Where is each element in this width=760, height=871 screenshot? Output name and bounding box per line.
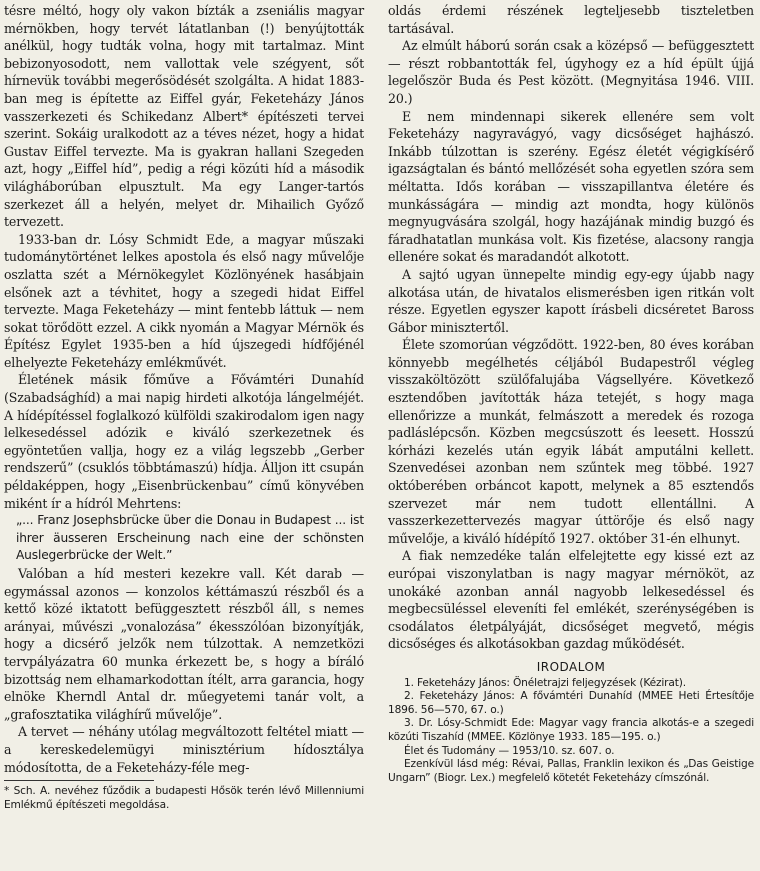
reference-1: 1. Feketeházy János: Önéletrajzi feljegyzések (Kézirat). (404, 676, 686, 689)
right-paragraph-4: A sajtó ugyan ünnepelte mindig egy-egy újabb nagy alkotása után, de hivatalos elismerésben igen ritkán volt része. Egyetlen egyszer kapott írásbeli dicséretet Baross Gábor minisztertől. (388, 266, 754, 335)
reference-3: 3. Dr. Lósy-Schmidt Ede: Magyar vagy francia alkotás-e a szegedi közúti Tiszahíd (MMEE. Közlönye 1933. 185—195. o.) (388, 717, 754, 743)
footnote: * Sch. A. nevéhez fűződik a budapesti Hősök terén lévő Millenniumi Emlékmű építészeti megoldása. (4, 785, 364, 812)
right-paragraph-5: Élete szomorúan végződött. 1922-ben, 80 éves korában könnyebb megélhetés céljából Budapestről végleg visszaköltözött szülőfalujába Vágsellyére. Következő esztendőben javították háza tetejét, s hogy maga ellenőrizze a munkát, felmászott a meredek és rozoga padláslépcsőn. Közben megcsúszott és leesett. Hosszú kórházi kezelés után egyik lábát amputálni kellett. Szenvedései azonban nem szűntek meg többé. 1927 októberében orbáncot kapott, melynek a 85 esztendős szervezet már nem tudott ellentállni. A vasszerkezettervezés magyar úttörője és első nagy művelője, a kiváló hídépítő 1927. október 31-én elhunyt. (388, 337, 754, 546)
reference-5: Ezenkívül lásd még: Révai, Pallas, Franklin lexikon és „Das Geistige Ungarn” (Biogr. Lex.) megfelelő kötetét Feketeházy címszónál. (388, 758, 754, 784)
left-paragraph-4: Valóban a híd mesteri kezekre vall. Két darab — egymással azonos — konzolos kéttámaszú részből és a kettő közé iktatott befüggesztett részből áll, s nemes arányai, művészi „vonalozása” ékesszólóan bizonyítják, hogy a dicsérő jelzők nem túlzottak. A nemzetközi tervpályázatra 60 munka érkezett be, s hogy a bíráló bizottság nem elhamarkodottan ítélt, arra garancia, hogy elnöke Kherndl Antal dr. műegyetemi tanár volt, a „grafosztatika világhírű művelője”. (4, 566, 364, 722)
left-paragraph-3: Életének másik főműve a Fővámtéri Dunahíd (Szabadsághíd) a mai napig hirdeti alkotója lángelméjét. A hídépítéssel foglalkozó külföldi szakirodalom igen nagy lelkesedéssel adózik e kiváló szerkezetnek és egyöntetűen vallja, hogy ez a világ legszebb „Gerber rendszerű” (csuklós többtámaszú) hídja. Álljon itt csupán példaképpen, hogy „Eisenbrückenbau” című könyvében miként ír a hídról Mehrtens: (4, 372, 364, 511)
right-column (388, 2, 754, 785)
right-paragraph-2: Az elmúlt háború során csak a középső — befüggesztett — részt robbantották fel, úgyhogy ez a híd épült újjá legelőször Buda és Pest között. (Megnyitása 1946. VIII. 20.) (388, 38, 754, 106)
references-heading: IRODALOM (536, 659, 606, 674)
left-paragraph-5: A tervet — néhány utólag megváltozott feltétel miatt — a kereskedelemügyi minisztérium hídosztálya módosította, de a Feketeházy-féle meg- (4, 724, 364, 775)
left-column (4, 2, 364, 812)
right-paragraph-1: oldás érdemi részének legteljesebb tiszteletben tartásával. (388, 3, 754, 36)
german-quote: „... Franz Josephsbrücke über die Donau in Budapest ... ist ihrer äusseren Erscheinung nach eine der schönsten Auslegerbrücke der Welt.” (16, 513, 364, 563)
reference-4: Élet és Tudomány — 1953/10. sz. 607. o. (404, 744, 615, 757)
reference-2: 2. Feketeházy János: A fővámtéri Dunahíd (MMEE Heti Értesítője 1896. 56—570, 67. o.) (388, 690, 754, 716)
left-paragraph-1: tésre méltó, hogy oly vakon bízták a zseniális magyar mérnökben, hogy tervét látatlanban (!) benyújtották anélkül, hogy tudták volna, hogy mit tartalmaz. Mint bebizonyosodott, nem vallottak vele szégyent, sőt hírnevük további megerősödését szolgálta. A hidat 1883-ban meg is építette az Eiffel gyár, Feketeházy János vasszerkezeti és Schikedanz Albert* építészeti tervei szerint. Sokáig uralkodott az a téves nézet, hogy a hidat Gustav Eiffel tervezte. Ma is gyakran hallani Szegeden azt, hogy „Eiffel híd”, pedig a régi közúti híd a második világháborúban elpusztult. Ma egy Langer-tartós szerkezet áll a helyén, melyet dr. Mihailich Győző tervezett. (4, 3, 364, 230)
left-paragraph-2: 1933-ban dr. Lósy Schmidt Ede, a magyar műszaki tudománytörténet lelkes apostola és első nagy művelője oszlatta szét a Mérnökegylet Közlönyének hasábjain elsőnek azt a tévhitet, hogy a szegedi hidat Eiffel tervezte. Maga Feketeházy — mint fentebb láttuk — nem sokat törődött ezzel. A cikk nyomán a Magyar Mérnök és Építész Egylet 1935-ben a híd újszegedi hídfőjénél elhelyezte Feketeházy emlékművét. (4, 231, 364, 370)
footnote-rule (4, 780, 154, 781)
right-paragraph-6: A fiak nemzedéke talán elfelejtette egy kissé ezt az európai viszonylatban is nagy magyar mérnököt, az unokáké azonban annál nagyobb lelkesedéssel és megbecsüléssel eleveníti fel emlékét, szerénységében is csodálatos életpályáját, dicsőséget megvető, mégis dicsőséges és alkotásokban gazdag működését. (388, 548, 754, 652)
right-paragraph-3: E nem mindennapi sikerek ellenére sem volt Feketeházy nagyravágyó, vagy dicsőséget hajhászó. Inkább túlzottan is szerény. Egész életét végigkísérő igazságtalan és bántó mellőzését soha egyetlen szóra sem méltatta. Idős korában — visszapillantva életére és munkásságára — mindig azt mondta, hogy különös megnyugvására szolgál, hogy hazájának mindig buzgó és fáradhatatlan munkása volt. Kis fizetése, alacsony rangja ellenére sokat és maradandót alkotott. (388, 108, 754, 265)
